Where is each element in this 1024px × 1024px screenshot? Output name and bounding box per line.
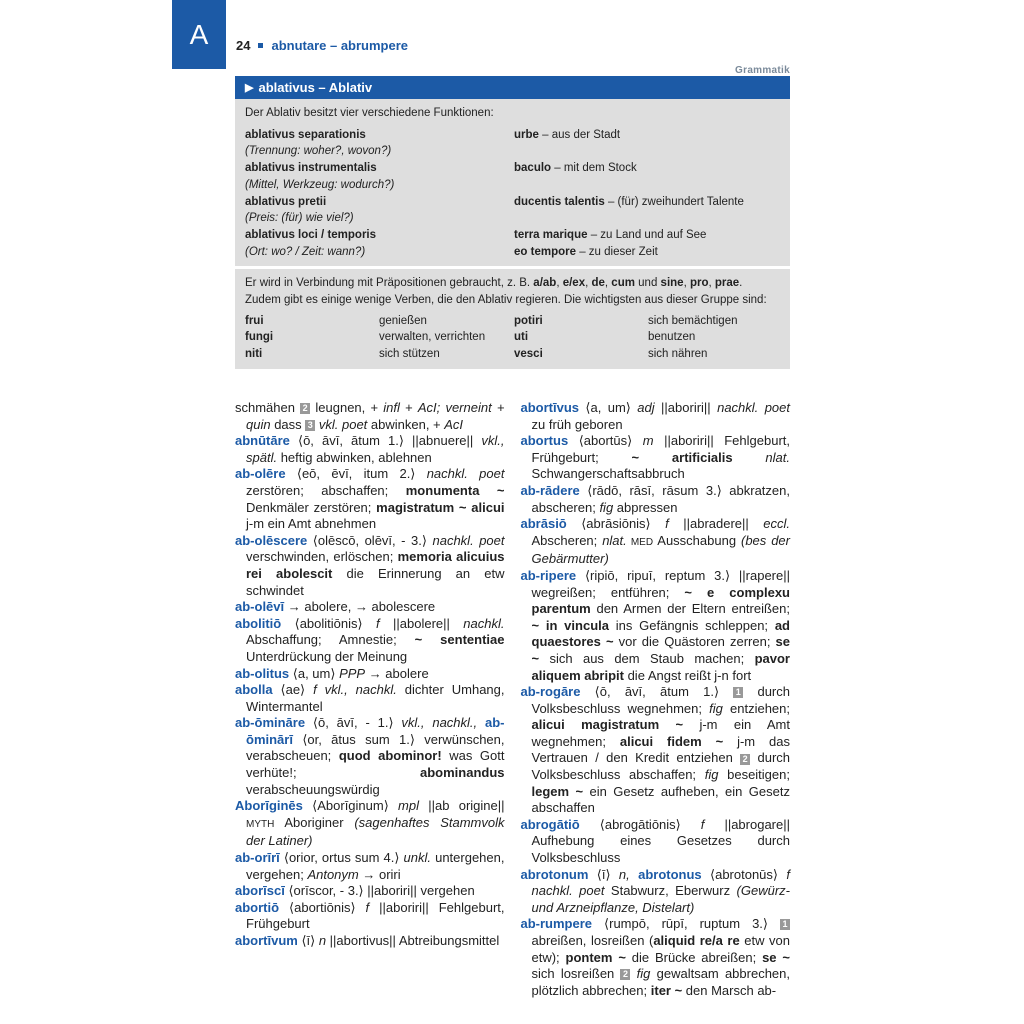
grammar-intro: Der Ablativ besitzt vier verschiedene Funktionen: bbox=[245, 107, 494, 119]
verb-german: sich nähren bbox=[648, 348, 708, 361]
example-translation: – (für) zweihundert Talente bbox=[604, 195, 744, 208]
grammar-box bbox=[235, 76, 790, 369]
grammar-body bbox=[235, 99, 790, 369]
verb-german: sich stützen bbox=[379, 348, 440, 361]
divider bbox=[235, 266, 790, 269]
headword: aborīscī bbox=[235, 883, 285, 899]
headword: abnūtāre bbox=[235, 433, 290, 449]
headword: abortīvum bbox=[235, 933, 298, 948]
dictionary-entry: ab-olēre ⟨eō, ēvī, itum 2.⟩ nachkl. poet zerstören; abschaffen; monumenta ~ Denkmäler zerstören; magistratum ~ alicui j-m ein Amt abnehmen bbox=[235, 466, 505, 532]
headword: abrotonus bbox=[629, 866, 702, 882]
headword: ab-rādere bbox=[520, 482, 580, 498]
verb-latin: niti bbox=[245, 348, 263, 361]
headword: abrotonum bbox=[520, 866, 589, 882]
function-desc: (Mittel, Werkzeug: wodurch?) bbox=[245, 178, 395, 191]
headword: ab-ōminārī bbox=[246, 715, 505, 747]
verb-german: benutzen bbox=[648, 331, 696, 344]
headword: ab-olēre bbox=[235, 466, 286, 482]
headword: ab-olēvī bbox=[235, 599, 285, 615]
dictionary-entry: abrogātiō ⟨abrogātiōnis⟩ f ||abrogare|| Aufhebung eines Gesetzes durch Volksbeschluss bbox=[520, 816, 790, 866]
function-name: ablativus instrumentalis bbox=[245, 162, 377, 175]
function-name: ablativus pretii bbox=[245, 195, 327, 208]
verb-german: verwalten, verrichten bbox=[379, 331, 486, 344]
example-translation: – zu dieser Zeit bbox=[576, 245, 658, 258]
dictionary-entry: ab-olitus ⟨a, um⟩ PPP → abolere bbox=[235, 665, 429, 681]
grammar-title: ablativus – Ablativ bbox=[258, 80, 373, 95]
function-row bbox=[245, 194, 780, 227]
verb-latin: vesci bbox=[514, 348, 543, 361]
dictionary-entry: ab-rogāre ⟨ō, āvī, ātum 1.⟩ 1 durch Volksbeschluss wegnehmen; fig entziehen; alicui magistratum ~ j-m ein Amt wegnehmen; alicui fidem ~ j-m das Vertrauen / den Kredit entziehen 2 durch Volksbeschluss abschaffen; fig beseitigen; legem ~ ein Gesetz aufheben, ein Gesetz abschaffen bbox=[520, 684, 791, 816]
running-header bbox=[236, 38, 408, 53]
headword: abortus bbox=[520, 433, 569, 449]
headword: abolla bbox=[235, 682, 273, 698]
dictionary-entry: ab-olēscere ⟨olēscō, olēvī, - 3.⟩ nachkl. poet verschwinden, erlöschen; memoria alicuius rei abolescit die Erinnerung an etw schwindet bbox=[235, 532, 505, 598]
headword: Aborīginēs bbox=[235, 798, 303, 814]
bullet-square-icon bbox=[258, 43, 263, 48]
example-latin: baculo bbox=[514, 162, 552, 175]
dictionary-entry: ab-ripere ⟨ripiō, ripuī, reptum 3.⟩ ||rapere|| wegreißen; entführen; ~ e complexu parentum den Armen der Eltern entreißen; ~ in vincula ins Gefängnis schleppen; ad quaestores ~ vor die Quästoren zerren; se ~ sich aus dem Staub machen; pavor aliquem abripit die Angst reißt j-n fort bbox=[520, 567, 790, 683]
example-translation: – aus der Stadt bbox=[538, 128, 621, 141]
function-desc: (Preis: (für) wie viel?) bbox=[245, 212, 354, 225]
function-name: ablativus loci / temporis bbox=[245, 228, 377, 241]
dictionary-entry: abortiō ⟨abortiōnis⟩ f ||aboriri|| Fehlgeburt, Frühgeburt bbox=[235, 899, 505, 932]
function-row bbox=[245, 160, 780, 193]
headword: ab-orīrī bbox=[235, 850, 280, 866]
headword: abrogātiō bbox=[520, 816, 580, 832]
headword: ab-rogāre bbox=[520, 684, 581, 700]
dictionary-entry: abnūtāre ⟨ō, āvī, ātum 1.⟩ ||abnuere|| vkl., spätl. heftig abwinken, ablehnen bbox=[235, 433, 505, 465]
verb-german: genießen bbox=[379, 314, 427, 327]
example-translation: – mit dem Stock bbox=[551, 162, 637, 175]
function-name: ablativus separationis bbox=[245, 128, 366, 141]
dictionary-entry: abortīvus ⟨a, um⟩ adj ||aboriri|| nachkl. poet zu früh geboren bbox=[520, 400, 790, 432]
dictionary-entry: ab-olēvī → abolere, → abolescere bbox=[235, 599, 436, 615]
dictionary-entry: abolla ⟨ae⟩ f vkl., nachkl. dichter Umhang, Wintermantel bbox=[235, 682, 505, 714]
dictionary-entry: abortīvum ⟨ī⟩ n ||abortivus|| Abtreibungsmittel bbox=[235, 933, 500, 948]
column-left bbox=[235, 400, 505, 999]
dictionary-entry: schmähen 2 leugnen, + infl + AcI; verneint + quin dass 3 vkl. poet abwinken, + AcI bbox=[235, 400, 505, 432]
function-row bbox=[245, 227, 780, 260]
verb-latin: fungi bbox=[245, 331, 274, 344]
example-latin: urbe bbox=[514, 128, 539, 141]
thumb-index-letter: A bbox=[172, 0, 226, 69]
dictionary-entry: ab-orīrī ⟨orior, ortus sum 4.⟩ unkl. untergehen, vergehen; Antonym → oriri bbox=[235, 850, 505, 882]
dictionary-entry: Aborīginēs ⟨Aborīginum⟩ mpl ||ab origine|| MYTH Aboriginer (sagenhaftes Stammvolk der Latiner) bbox=[235, 798, 505, 849]
dictionary-entry: abrotonum ⟨ī⟩ n, abrotonus ⟨abrotonūs⟩ f nachkl. poet Stabwurz, Eberwurz (Gewürz- und Arzneipflanze, Distelart) bbox=[520, 866, 790, 915]
example-translation: – zu Land und auf See bbox=[587, 228, 707, 241]
headword: abolitiō bbox=[235, 615, 282, 631]
headword: abrāsiō bbox=[520, 516, 567, 532]
example-latin: eo tempore bbox=[514, 245, 576, 258]
dictionary-entry: ab-rādere ⟨rādō, rāsī, rāsum 3.⟩ abkratzen, abscheren; fig abpressen bbox=[520, 482, 790, 515]
headword: ab-olitus bbox=[235, 665, 290, 681]
headword: abortiō bbox=[235, 899, 280, 915]
verb-latin: potiri bbox=[514, 314, 543, 327]
triangle-right-icon: ▶ bbox=[245, 82, 254, 94]
dictionary-entry: abolitiō ⟨abolitiōnis⟩ f ||abolere|| nachkl. Abschaffung; Amnestie; ~ sententiae Unterdrückung der Meinung bbox=[235, 615, 505, 664]
headword: abortīvus bbox=[520, 400, 580, 415]
verb-table bbox=[245, 313, 780, 363]
example-latin: ducentis talentis bbox=[514, 195, 605, 208]
function-row bbox=[245, 127, 780, 160]
verb-latin: uti bbox=[514, 331, 529, 344]
function-desc: (Trennung: woher?, wovon?) bbox=[245, 145, 392, 158]
grammar-title-bar bbox=[235, 76, 790, 99]
verb-german: sich bemächtigen bbox=[648, 314, 738, 327]
grammar-label: Grammatik bbox=[735, 65, 790, 76]
headword: ab-olēscere bbox=[235, 532, 308, 548]
dictionary-entry: ab-ōmināre ⟨ō, āvī, - 1.⟩ vkl., nachkl., ab-ōminārī ⟨or, ātus sum 1.⟩ verwünschen, verabscheuen; quod abominor! was Gott verhüte!; abominandus verabscheuungswürdig bbox=[235, 715, 505, 797]
header-range: abnutare – abrumpere bbox=[271, 38, 409, 53]
dictionary-columns bbox=[235, 400, 790, 999]
dictionary-entry: ab-rumpere ⟨rumpō, rūpī, ruptum 3.⟩ 1 abreißen, losreißen (aliquid re/a re etw von etw); pontem ~ die Brücke abreißen; se ~ sich losreißen 2 fig gewaltsam abbrechen, plötzlich abbrechen; iter ~ den Marsch ab- bbox=[520, 916, 791, 998]
column-right bbox=[521, 400, 791, 999]
dictionary-entry: abortus ⟨abortūs⟩ m ||aboriri|| Fehlgeburt, Frühgeburt; ~ artificialis nlat. Schwangerschaftsabbruch bbox=[520, 433, 790, 482]
dictionary-entry: aborīscī ⟨orīscor, - 3.⟩ ||aboriri|| vergehen bbox=[235, 883, 475, 899]
headword: ab-ripere bbox=[520, 567, 577, 583]
dictionary-entry: abrāsiō ⟨abrāsiōnis⟩ f ||abradere|| eccl. Abscheren; nlat. MED Ausschabung (bes der Gebärmutter) bbox=[520, 516, 790, 567]
page-number: 24 bbox=[236, 38, 251, 53]
verb-latin: frui bbox=[245, 314, 264, 327]
headword: ab-ōmināre bbox=[235, 715, 306, 731]
preposition-note: Er wird in Verbindung mit Präpositionen gebraucht, z. B. a/ab, e/ex, de, cum und sine, pro, prae. Zudem gibt es einige wenige Verben, die den Ablativ regieren. Die wichtigsten aus dieser Gruppe sind: bbox=[245, 277, 767, 307]
example-latin: terra marique bbox=[514, 228, 588, 241]
function-desc: (Ort: wo? / Zeit: wann?) bbox=[245, 245, 366, 258]
headword: ab-rumpere bbox=[520, 916, 593, 932]
